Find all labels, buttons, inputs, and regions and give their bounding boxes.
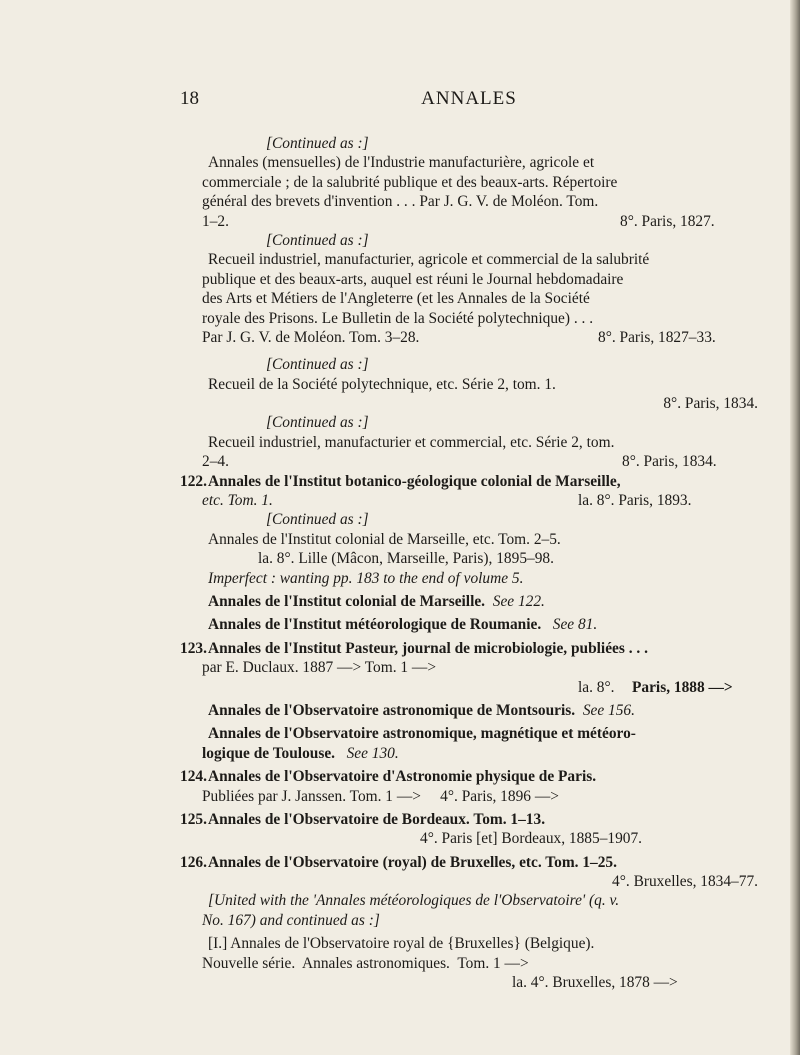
entry-text: Publiées par J. Janssen. Tom. 1 —> 4°. Paris, 1896 —> [202,787,559,805]
entry-heading: Annales de l'Observatoire (royal) de Bruxelles, etc. Tom. 1–25. [208,853,617,871]
cross-reference [180,592,758,611]
see-reference: See 81. [552,616,598,634]
entry-text: Recueil de la Société polytechnique, etc. Série 2, tom. 1. [208,375,556,393]
cross-reference [180,701,758,720]
entry-heading: Annales de l'Observatoire astronomique de Montsouris. [208,701,576,719]
entry-heading: logique de Toulouse. [202,744,336,762]
cross-reference [180,615,758,634]
entry-text: Nouvelle série. Annales astronomiques. Tom. 1 —> [202,954,529,972]
entry-heading: Annales de l'Observatoire de Bordeaux. Tom. 1–13. [208,810,546,828]
continued-note: [Continued as :] [266,356,369,374]
entry-text [180,452,758,471]
entry-text: royale des Prisons. Le Bulletin de la Société polytechnique) . . . [202,309,594,327]
entry-number: 124. [180,768,207,786]
continued-note: [Continued as :] [266,135,369,152]
imprint [180,678,758,697]
entry-number: 125. [180,810,207,828]
holdings-note: Imperfect : wanting pp. 183 to the end of volume 5. [208,569,524,587]
imprint-place: Paris, 1888 —> [632,678,733,696]
entry-126 [180,853,758,872]
entry-text: Annales (mensuelles) de l'Industrie manufacturière, agricole et [208,154,595,172]
entry-text: 1–2. [202,212,229,230]
entry-125 [180,810,758,829]
entry-text: général des brevets d'invention . . . Par J. G. V. de Moléon. Tom. [202,193,599,211]
see-reference: See 122. [492,592,545,610]
entry-text: des Arts et Métiers de l'Angleterre (et les Annales de la Société [202,290,590,308]
page-edge-shadow [790,0,800,1055]
catalogue-entries [180,134,758,992]
entry-number: 126. [180,853,207,871]
entry-number: 123. [180,639,207,657]
entry-text: par E. Duclaux. 1887 —> Tom. 1 —> [202,659,436,677]
imprint: 8°. Paris, 1834. [622,453,717,471]
see-reference: See 156. [582,701,635,719]
imprint: 8°. Paris, 1827. [620,212,715,230]
entry-122 [180,472,758,491]
running-title: ANNALES [421,88,517,109]
entry-heading: Annales de l'Observatoire astronomique, magnétique et météoro- [208,725,636,743]
entry-text: publique et des beaux-arts, auquel est réuni le Journal hebdomadaire [202,270,624,288]
imprint: la. 8°. Paris, 1893. [578,492,692,510]
entry-text [180,212,758,231]
imprint: la. 8°. Lille (Mâcon, Marseille, Paris), 1895–98. [258,550,554,568]
entry-text [180,328,758,347]
entry-text: Recueil industriel, manufacturier et commercial, etc. Série 2, tom. [208,433,615,451]
see-reference: See 130. [346,744,399,762]
union-note: [United with the 'Annales météorologiques de l'Observatoire' (q. v. [208,892,620,910]
imprint: 4°. Paris [et] Bordeaux, 1885–1907. [420,830,643,848]
continued-note: [Continued as :] [266,414,369,432]
entry-heading: Annales de l'Institut Pasteur, journal de microbiologie, publiées . . . [208,639,648,657]
entry-123 [180,639,758,658]
imprint: 8°. Paris, 1827–33. [598,328,716,346]
entry-heading: Annales de l'Institut colonial de Marseille. [208,592,486,610]
imprint: 4°. Bruxelles, 1834–77. [612,873,758,891]
entry-text: Recueil industriel, manufacturier, agricole et commercial de la salubrité [208,251,650,269]
union-note: No. 167) and continued as :] [202,911,380,929]
continued-note: [Continued as :] [266,231,369,249]
entry-text: etc. Tom. 1. [202,492,273,510]
imprint-format: la. 8°. [578,678,615,696]
continued-note: [Continued as :] [266,511,369,529]
cross-reference [180,744,758,763]
imprint: 8°. Paris, 1834. [663,395,758,413]
page-number: 18 [180,88,199,109]
entry-heading: Annales de l'Observatoire d'Astronomie physique de Paris. [208,768,597,786]
entry-text: 2–4. [202,453,229,471]
entry-number: 122. [180,472,207,490]
entry-text: Annales de l'Institut colonial de Marseille, etc. Tom. 2–5. [208,530,561,548]
entry-heading: Annales de l'Institut botanico-géologique colonial de Marseille, [208,472,621,490]
entry-text: commerciale ; de la salubrité publique et des beaux-arts. Répertoire [202,173,618,191]
entry-heading: Annales de l'Institut météorologique de Roumanie. [208,616,542,634]
entry-text: [I.] Annales de l'Observatoire royal de {Bruxelles} (Belgique). [208,935,595,953]
page-header [180,88,758,112]
imprint: la. 4°. Bruxelles, 1878 —> [512,974,678,992]
entry-text [180,491,758,510]
entry-text: Par J. G. V. de Moléon. Tom. 3–28. [202,328,420,346]
entry-124 [180,767,758,786]
